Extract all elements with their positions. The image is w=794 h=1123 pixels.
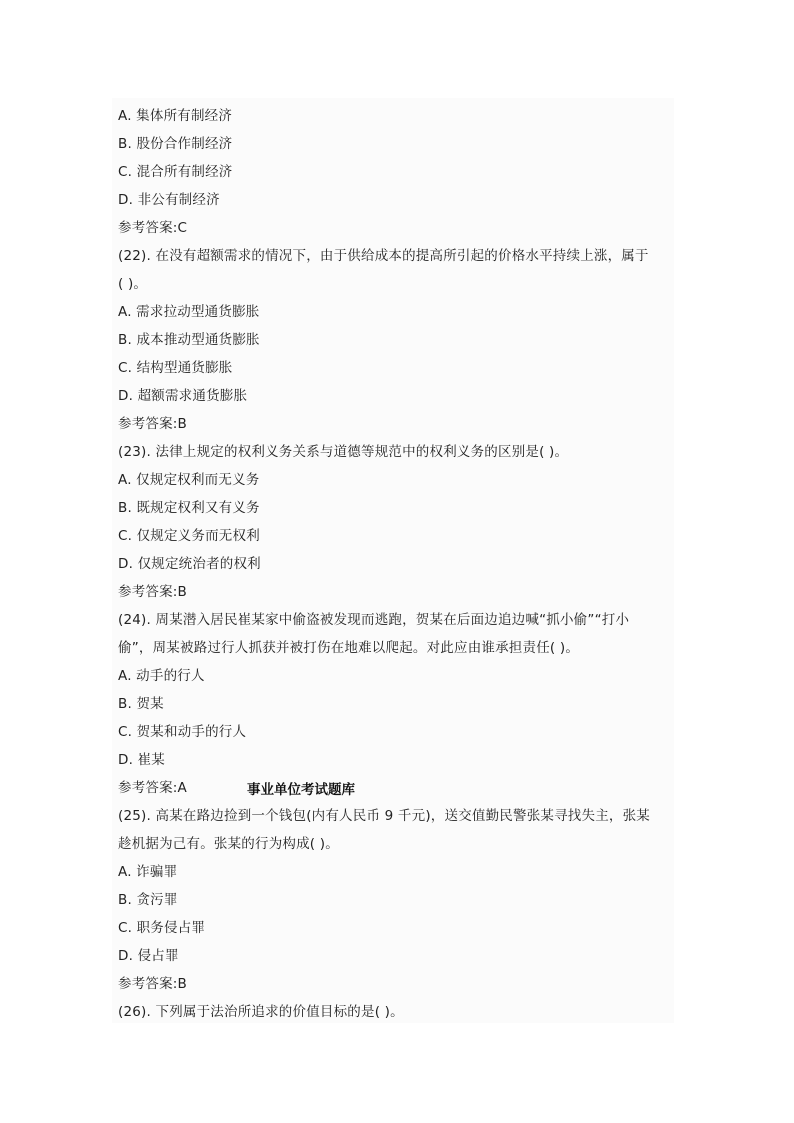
option-23-b: B. 既规定权利又有义务 [118,500,260,516]
answer-24: 参考答案:A [118,780,187,796]
option-25-c: C. 职务侵占罪 [118,920,206,936]
option-22-c: C. 结构型通货膨胀 [118,360,233,376]
option-24-d: D. 崔某 [118,752,165,768]
option-25-a: A. 诈骗罪 [118,864,178,880]
option-24-b: B. 贺某 [118,696,164,712]
answer-21: 参考答案:C [118,220,188,236]
watermark-text: 事业单位考试题库 [247,782,355,798]
option-23-d: D. 仅规定统治者的权利 [118,556,261,572]
option-21-d: D. 非公有制经济 [118,192,220,208]
question-24-line-2: 偷”，周某被路过行人抓获并被打伤在地难以爬起。对此应由谁承担责任( )。 [118,640,580,656]
option-21-c: C. 混合所有制经济 [118,164,233,180]
question-25-line-1: (25). 高某在路边捡到一个钱包(内有人民币 9 千元)，送交值勤民警张某寻找失主，张某 [118,808,650,824]
answer-22: 参考答案:B [118,416,188,432]
option-23-a: A. 仅规定权利而无义务 [118,472,260,488]
option-22-a: A. 需求拉动型通货膨胀 [118,304,260,320]
answer-25: 参考答案:B [118,976,188,992]
option-22-b: B. 成本推动型通货膨胀 [118,332,260,348]
answer-23: 参考答案:B [118,584,188,600]
option-25-d: D. 侵占罪 [118,948,179,964]
question-24-line-1: (24). 周某潜入居民崔某家中偷盗被发现而逃跑，贺某在后面边追边喊“抓小偷”“打小 [118,612,630,628]
question-26: (26). 下列属于法治所追求的价值目标的是( )。 [118,1004,404,1020]
question-22-line-2: ( )。 [118,276,148,292]
question-25-line-2: 趁机据为己有。张某的行为构成( )。 [118,836,339,852]
option-24-a: A. 动手的行人 [118,668,205,684]
question-23: (23). 法律上规定的权利义务关系与道德等规范中的权利义务的区别是( )。 [118,444,569,460]
option-23-c: C. 仅规定义务而无权利 [118,528,260,544]
option-21-b: B. 股份合作制经济 [118,136,233,152]
option-24-c: C. 贺某和动手的行人 [118,724,247,740]
question-22-line-1: (22). 在没有超额需求的情况下，由于供给成本的提高所引起的价格水平持续上涨，属于 [118,248,649,264]
option-22-d: D. 超额需求通货膨胀 [118,388,248,404]
option-21-a: A. 集体所有制经济 [118,108,233,124]
option-25-b: B. 贪污罪 [118,892,178,908]
